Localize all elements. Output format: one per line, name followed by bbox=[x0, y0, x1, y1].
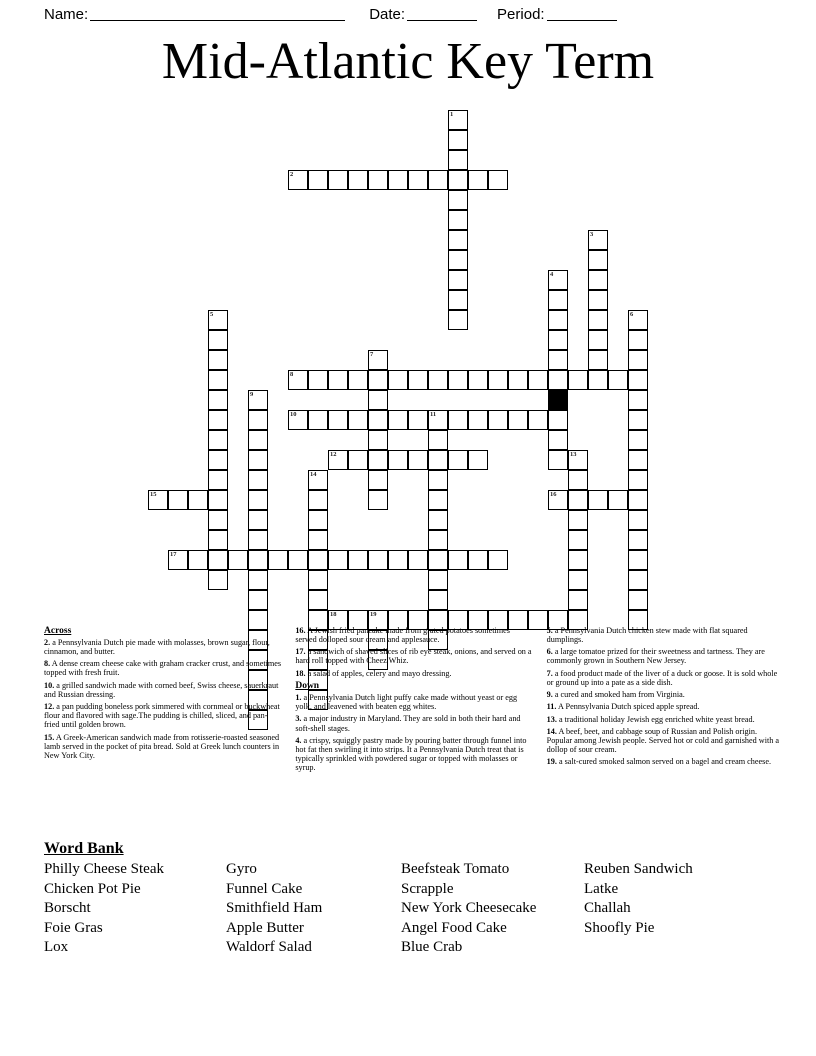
grid-cell[interactable] bbox=[448, 230, 468, 250]
grid-cell[interactable] bbox=[428, 510, 448, 530]
grid-cell[interactable] bbox=[628, 510, 648, 530]
clue-number: 12. bbox=[44, 702, 55, 712]
clue-number: 11. bbox=[546, 702, 557, 712]
grid-cell[interactable] bbox=[388, 550, 408, 570]
clue-number: 14. bbox=[546, 726, 557, 736]
clue-across-2 bbox=[44, 638, 281, 656]
grid-cell[interactable] bbox=[208, 310, 228, 330]
grid-cell[interactable] bbox=[248, 430, 268, 450]
grid-cell[interactable] bbox=[328, 450, 348, 470]
word-bank-item[interactable]: Challah bbox=[584, 900, 631, 916]
grid-cell[interactable] bbox=[588, 230, 608, 250]
grid-cell[interactable] bbox=[208, 470, 228, 490]
grid-cell[interactable] bbox=[388, 410, 408, 430]
grid-cell[interactable] bbox=[628, 550, 648, 570]
clue-down-19 bbox=[547, 757, 784, 766]
grid-cell[interactable] bbox=[248, 490, 268, 510]
grid-cell[interactable] bbox=[208, 410, 228, 430]
grid-cell[interactable] bbox=[388, 450, 408, 470]
grid-cell[interactable] bbox=[348, 450, 368, 470]
date-label: Date: bbox=[369, 5, 406, 23]
grid-cell[interactable] bbox=[248, 410, 268, 430]
grid-cell[interactable] bbox=[428, 450, 448, 470]
clue-down-5 bbox=[547, 626, 784, 644]
grid-cell[interactable] bbox=[208, 370, 228, 390]
clue-down-4 bbox=[295, 736, 532, 772]
grid-cell[interactable] bbox=[488, 550, 508, 570]
grid-cell[interactable] bbox=[248, 550, 268, 570]
word-bank-item[interactable]: Blue Crab bbox=[401, 939, 463, 955]
clue-down-6 bbox=[547, 647, 784, 665]
grid-cell[interactable] bbox=[448, 250, 468, 270]
word-bank bbox=[44, 840, 784, 958]
clue-number: 2. bbox=[44, 638, 51, 647]
word-bank-item[interactable]: New York Cheesecake bbox=[401, 900, 537, 916]
grid-cell[interactable] bbox=[568, 590, 588, 610]
clue-number: 17. bbox=[295, 647, 306, 657]
period-label: Period: bbox=[497, 5, 545, 23]
grid-cell[interactable] bbox=[428, 490, 448, 510]
grid-cell[interactable] bbox=[328, 370, 348, 390]
clue-text: A beef, beet, and cabbage soup of Russian and Polish origin. Popular among Jewish people. Served hot or cold and garnished with a dollop of sour cream. bbox=[546, 726, 780, 755]
clue-text: A Jewish fried pancake made from grated potatoes sometimes served dolloped sour cream and applesauce. bbox=[295, 626, 510, 645]
word-bank-item[interactable]: Waldorf Salad bbox=[226, 939, 312, 955]
grid-cell-number: 12 bbox=[330, 451, 337, 458]
word-bank-heading: Word Bank bbox=[44, 840, 124, 857]
grid-cell[interactable] bbox=[248, 390, 268, 410]
grid-cell[interactable] bbox=[188, 490, 208, 510]
grid-cell[interactable] bbox=[408, 410, 428, 430]
clue-down-11 bbox=[547, 702, 784, 711]
clue-number: 6. bbox=[546, 647, 553, 657]
grid-cell[interactable] bbox=[368, 390, 388, 410]
grid-cell[interactable] bbox=[308, 490, 328, 510]
grid-cell[interactable] bbox=[368, 490, 388, 510]
grid-cell[interactable] bbox=[548, 430, 568, 450]
grid-cell[interactable] bbox=[288, 370, 308, 390]
grid-cell[interactable] bbox=[148, 490, 168, 510]
grid-cell[interactable] bbox=[268, 550, 288, 570]
grid-cell[interactable] bbox=[368, 170, 388, 190]
grid-cell-number: 17 bbox=[170, 551, 177, 558]
word-bank-item[interactable]: Angel Food Cake bbox=[401, 919, 507, 936]
grid-cell[interactable] bbox=[168, 490, 188, 510]
grid-cell-number: 13 bbox=[570, 451, 577, 458]
grid-cell[interactable] bbox=[548, 270, 568, 290]
clue-text: A dense cream cheese cake with graham cracker crust, and sometimes topped with fresh fruit. bbox=[44, 659, 282, 678]
clue-across-8 bbox=[44, 659, 281, 677]
grid-cell[interactable] bbox=[588, 310, 608, 330]
grid-cell-number: 2 bbox=[290, 171, 294, 178]
word-bank-item[interactable]: Borscht bbox=[44, 900, 91, 916]
grid-cell[interactable] bbox=[588, 330, 608, 350]
clue-text: a salt-cured smoked salmon served on a bagel and cream cheese. bbox=[556, 757, 772, 767]
grid-cell[interactable] bbox=[568, 570, 588, 590]
grid-cell[interactable] bbox=[448, 150, 468, 170]
clue-across-10 bbox=[44, 681, 281, 699]
clue-number: 9. bbox=[546, 690, 553, 700]
grid-cell[interactable] bbox=[368, 450, 388, 470]
grid-cell[interactable] bbox=[168, 550, 188, 570]
word-bank-grid bbox=[44, 860, 784, 958]
clue-down-3 bbox=[295, 714, 532, 732]
grid-cell[interactable] bbox=[308, 590, 328, 610]
grid-cell[interactable] bbox=[468, 370, 488, 390]
word-bank-item[interactable]: Reuben Sandwich bbox=[584, 861, 693, 877]
clue-text: A Greek-American sandwich made from rotisserie-roasted seasoned lamb served in the pocket of pita bread. Sold at Greek lunch counters in New York City. bbox=[44, 732, 280, 760]
clue-text: a crispy, squiggly pastry made by pouring batter through funnel into hot fat then swirling it into strips. It a Pennsylvania Dutch treat that is typically sprinkled with powdered sugar or topped with molasses or syrup. bbox=[295, 735, 527, 773]
clue-number: 16. bbox=[295, 626, 306, 635]
name-label: Name: bbox=[44, 5, 89, 23]
clue-number: 7. bbox=[546, 668, 553, 678]
grid-cell[interactable] bbox=[368, 410, 388, 430]
grid-cell[interactable] bbox=[588, 250, 608, 270]
grid-cell-number: 15 bbox=[150, 491, 157, 498]
grid-cell[interactable] bbox=[448, 210, 468, 230]
grid-cell[interactable] bbox=[568, 510, 588, 530]
grid-cell[interactable] bbox=[308, 570, 328, 590]
word-bank-item[interactable]: Foie Gras bbox=[44, 919, 103, 936]
grid-cell[interactable] bbox=[248, 530, 268, 550]
clue-down-1 bbox=[295, 693, 532, 711]
grid-cell[interactable] bbox=[308, 530, 328, 550]
clue-number: 19. bbox=[546, 757, 557, 767]
grid-cell[interactable] bbox=[428, 410, 448, 430]
grid-cell[interactable] bbox=[548, 350, 568, 370]
grid-cell[interactable] bbox=[208, 550, 228, 570]
across-heading: Across bbox=[44, 626, 72, 636]
grid-cell[interactable] bbox=[568, 470, 588, 490]
grid-cell[interactable] bbox=[628, 470, 648, 490]
clue-text: a pan pudding boneless pork simmered with cornmeal or buckwheat flour and flavored with sage.The pudding is chilled, sliced, and pan-fried until golden brown. bbox=[44, 702, 280, 730]
grid-cell[interactable] bbox=[248, 470, 268, 490]
grid-cell[interactable] bbox=[328, 170, 348, 190]
grid-cell[interactable] bbox=[448, 170, 468, 190]
grid-cell[interactable] bbox=[608, 490, 628, 510]
grid-cell[interactable] bbox=[368, 350, 388, 370]
grid-cell[interactable] bbox=[448, 310, 468, 330]
grid-cell[interactable] bbox=[308, 170, 328, 190]
word-bank-item[interactable]: Smithfield Ham bbox=[226, 900, 323, 916]
word-bank-item[interactable]: Funnel Cake bbox=[226, 880, 303, 897]
grid-cell[interactable] bbox=[208, 390, 228, 410]
grid-cell[interactable] bbox=[208, 330, 228, 350]
grid-cell[interactable] bbox=[468, 170, 488, 190]
clue-text: a food product made of the liver of a duck or goose. It is sold whole or ground up into a pate as a side dish. bbox=[546, 668, 778, 687]
clue-number: 4. bbox=[295, 735, 302, 745]
grid-cell[interactable] bbox=[428, 370, 448, 390]
grid-cell[interactable] bbox=[408, 550, 428, 570]
grid-cell[interactable] bbox=[428, 590, 448, 610]
word-bank-empty bbox=[584, 938, 764, 958]
clue-number: 18. bbox=[295, 668, 306, 678]
grid-cell-number: 1 bbox=[450, 111, 454, 118]
clue-text: a sandwich of shaved slices of rib eye steak, onions, and served on a hard roll topped with Cheez Whiz. bbox=[295, 647, 532, 666]
clue-number: 1. bbox=[295, 693, 302, 703]
grid-cell[interactable] bbox=[428, 470, 448, 490]
grid-cell[interactable] bbox=[588, 270, 608, 290]
grid-cell[interactable] bbox=[208, 350, 228, 370]
clue-text: a major industry in Maryland. They are sold in both their hard and soft-shell stages. bbox=[295, 714, 521, 733]
clue-text: a traditional holiday Jewish egg enriched white yeast bread. bbox=[556, 714, 755, 724]
clue-number: 10. bbox=[44, 680, 55, 690]
clue-across-12 bbox=[44, 702, 281, 729]
grid-cell[interactable] bbox=[308, 370, 328, 390]
grid-cell[interactable] bbox=[428, 530, 448, 550]
grid-cell[interactable] bbox=[408, 170, 428, 190]
grid-cell[interactable] bbox=[348, 550, 368, 570]
grid-cell[interactable] bbox=[208, 450, 228, 470]
grid-cell[interactable] bbox=[508, 410, 528, 430]
grid-cell[interactable] bbox=[448, 190, 468, 210]
grid-cell-number: 7 bbox=[370, 351, 374, 358]
grid-cell[interactable] bbox=[588, 350, 608, 370]
grid-cell[interactable] bbox=[208, 430, 228, 450]
grid-cell[interactable] bbox=[628, 570, 648, 590]
clue-across-17 bbox=[295, 647, 532, 665]
word-bank-item[interactable]: Apple Butter bbox=[226, 919, 304, 936]
grid-cell[interactable] bbox=[308, 550, 328, 570]
grid-cell[interactable] bbox=[288, 410, 308, 430]
grid-cell[interactable] bbox=[328, 550, 348, 570]
grid-cell[interactable] bbox=[348, 410, 368, 430]
clue-text: a cured and smoked ham from Virginia. bbox=[552, 690, 685, 700]
grid-cell[interactable] bbox=[528, 370, 548, 390]
clue-down-13 bbox=[547, 715, 784, 724]
grid-cell[interactable] bbox=[628, 450, 648, 470]
word-bank-item[interactable]: Shoofly Pie bbox=[584, 919, 655, 936]
grid-cell[interactable] bbox=[208, 490, 228, 510]
grid-cell[interactable] bbox=[488, 170, 508, 190]
grid-cell[interactable] bbox=[548, 330, 568, 350]
grid-cell[interactable] bbox=[548, 410, 568, 430]
grid-cell[interactable] bbox=[228, 550, 248, 570]
grid-cell[interactable] bbox=[248, 590, 268, 610]
grid-cell[interactable] bbox=[248, 510, 268, 530]
clue-down-14 bbox=[547, 727, 784, 754]
grid-cell[interactable] bbox=[448, 270, 468, 290]
grid-cell[interactable] bbox=[288, 170, 308, 190]
grid-cell[interactable] bbox=[428, 550, 448, 570]
grid-cell[interactable] bbox=[468, 550, 488, 570]
grid-cell[interactable] bbox=[488, 370, 508, 390]
grid-cell[interactable] bbox=[628, 430, 648, 450]
grid-cell[interactable] bbox=[628, 330, 648, 350]
clue-text: a large tomatoe prized for their sweetness and tartness. They are commonly grown in Southern New Jersey. bbox=[546, 647, 765, 666]
clue-text: A Pennsylvania Dutch spiced apple spread. bbox=[556, 702, 700, 712]
grid-cell[interactable] bbox=[408, 450, 428, 470]
grid-cell[interactable] bbox=[308, 510, 328, 530]
grid-cell[interactable] bbox=[248, 450, 268, 470]
grid-cell[interactable] bbox=[628, 530, 648, 550]
grid-cell-number: 18 bbox=[330, 611, 337, 618]
grid-cell[interactable] bbox=[368, 370, 388, 390]
grid-cell[interactable] bbox=[468, 450, 488, 470]
grid-cell[interactable] bbox=[628, 310, 648, 330]
clue-text: a Pennsylvania Dutch light puffy cake made without yeast or egg yolk, and leavened with beaten egg whites. bbox=[295, 693, 518, 712]
clue-number: 15. bbox=[44, 732, 55, 742]
grid-cell[interactable] bbox=[608, 370, 628, 390]
grid-cell[interactable] bbox=[568, 370, 588, 390]
grid-cell[interactable] bbox=[208, 570, 228, 590]
grid-cell[interactable] bbox=[468, 410, 488, 430]
clue-number: 13. bbox=[546, 714, 557, 724]
grid-cell[interactable] bbox=[448, 370, 468, 390]
clue-text: a Pennsylvania Dutch pie made with molasses, brown sugar, flour, cinnamon, and butter. bbox=[44, 638, 270, 657]
grid-cell[interactable] bbox=[588, 370, 608, 390]
word-bank-item[interactable]: Latke bbox=[584, 880, 619, 897]
clue-across-18 bbox=[295, 669, 532, 678]
grid-cell[interactable] bbox=[408, 370, 428, 390]
word-bank-item[interactable]: Lox bbox=[44, 939, 69, 955]
grid-cell[interactable] bbox=[448, 110, 468, 130]
grid-cell[interactable] bbox=[348, 170, 368, 190]
grid-cell[interactable] bbox=[628, 350, 648, 370]
clue-text: a Pennsylvania Dutch chicken stew made with flat squared dumplings. bbox=[546, 626, 748, 645]
clue-number: 3. bbox=[295, 714, 302, 724]
clue-across-16 bbox=[295, 626, 532, 644]
word-bank-item[interactable]: Beefsteak Tomato bbox=[401, 861, 510, 877]
grid-cell-number: 10 bbox=[290, 411, 297, 418]
grid-cell-number: 9 bbox=[250, 391, 254, 398]
word-bank-item[interactable]: Philly Cheese Steak bbox=[44, 861, 164, 877]
grid-cell[interactable] bbox=[488, 410, 508, 430]
clues-container bbox=[44, 626, 784, 831]
grid-cell[interactable] bbox=[628, 390, 648, 410]
grid-cell[interactable] bbox=[248, 570, 268, 590]
clue-down-7 bbox=[547, 669, 784, 687]
clue-across-15 bbox=[44, 733, 281, 760]
word-bank-item[interactable]: Gyro bbox=[226, 861, 257, 877]
grid-cell[interactable] bbox=[588, 290, 608, 310]
grid-cell[interactable] bbox=[548, 290, 568, 310]
grid-cell[interactable] bbox=[448, 550, 468, 570]
grid-cell[interactable] bbox=[388, 170, 408, 190]
grid-cell[interactable] bbox=[448, 450, 468, 470]
grid-cell[interactable] bbox=[208, 510, 228, 530]
grid-cell[interactable] bbox=[528, 410, 548, 430]
word-bank-item[interactable]: Chicken Pot Pie bbox=[44, 880, 141, 897]
grid-cell[interactable] bbox=[428, 570, 448, 590]
grid-cell-number: 19 bbox=[370, 611, 377, 618]
grid-cell[interactable] bbox=[548, 490, 568, 510]
grid-cell-number: 14 bbox=[310, 471, 317, 478]
grid-cell[interactable] bbox=[628, 370, 648, 390]
grid-cell-number: 8 bbox=[290, 371, 294, 378]
clue-down-9 bbox=[547, 690, 784, 699]
grid-cell[interactable] bbox=[548, 310, 568, 330]
grid-cell[interactable] bbox=[368, 550, 388, 570]
grid-cell-blocked bbox=[548, 390, 568, 410]
clue-text: a grilled sandwich made with corned beef, Swiss cheese, sauerkraut and Russian dressing. bbox=[44, 680, 279, 699]
grid-cell[interactable] bbox=[428, 170, 448, 190]
grid-cell[interactable] bbox=[568, 490, 588, 510]
grid-cell[interactable] bbox=[348, 370, 368, 390]
grid-cell[interactable] bbox=[628, 590, 648, 610]
grid-cell[interactable] bbox=[568, 550, 588, 570]
grid-cell[interactable] bbox=[308, 410, 328, 430]
page-title: Mid-Atlantic Key Term bbox=[161, 33, 655, 90]
clue-text: a salad of apples, celery and mayo dressing. bbox=[305, 668, 452, 678]
grid-cell[interactable] bbox=[328, 410, 348, 430]
grid-cell-number: 11 bbox=[430, 411, 437, 418]
clue-number: 5. bbox=[546, 626, 553, 635]
grid-cell[interactable] bbox=[448, 130, 468, 150]
grid-cell[interactable] bbox=[568, 450, 588, 470]
grid-cell[interactable] bbox=[628, 410, 648, 430]
grid-cell[interactable] bbox=[508, 370, 528, 390]
grid-cell-number: 6 bbox=[630, 311, 634, 318]
grid-cell[interactable] bbox=[548, 450, 568, 470]
grid-cell[interactable] bbox=[628, 490, 648, 510]
grid-cell[interactable] bbox=[568, 530, 588, 550]
grid-cell[interactable] bbox=[188, 550, 208, 570]
grid-cell[interactable] bbox=[208, 530, 228, 550]
grid-cell[interactable] bbox=[428, 430, 448, 450]
grid-cell-number: 5 bbox=[210, 311, 214, 318]
grid-cell[interactable] bbox=[388, 370, 408, 390]
grid-cell[interactable] bbox=[368, 430, 388, 450]
grid-cell-number: 4 bbox=[550, 271, 554, 278]
grid-cell[interactable] bbox=[308, 470, 328, 490]
grid-cell[interactable] bbox=[288, 550, 308, 570]
grid-cell[interactable] bbox=[448, 410, 468, 430]
grid-cell-number: 3 bbox=[590, 231, 594, 238]
grid-cell[interactable] bbox=[588, 490, 608, 510]
down-heading: Down bbox=[295, 681, 320, 692]
clue-number: 8. bbox=[44, 659, 51, 669]
grid-cell[interactable] bbox=[448, 290, 468, 310]
grid-cell[interactable] bbox=[368, 470, 388, 490]
word-bank-item[interactable]: Scrapple bbox=[401, 880, 454, 897]
grid-cell-number: 16 bbox=[550, 491, 557, 498]
grid-cell[interactable] bbox=[548, 370, 568, 390]
